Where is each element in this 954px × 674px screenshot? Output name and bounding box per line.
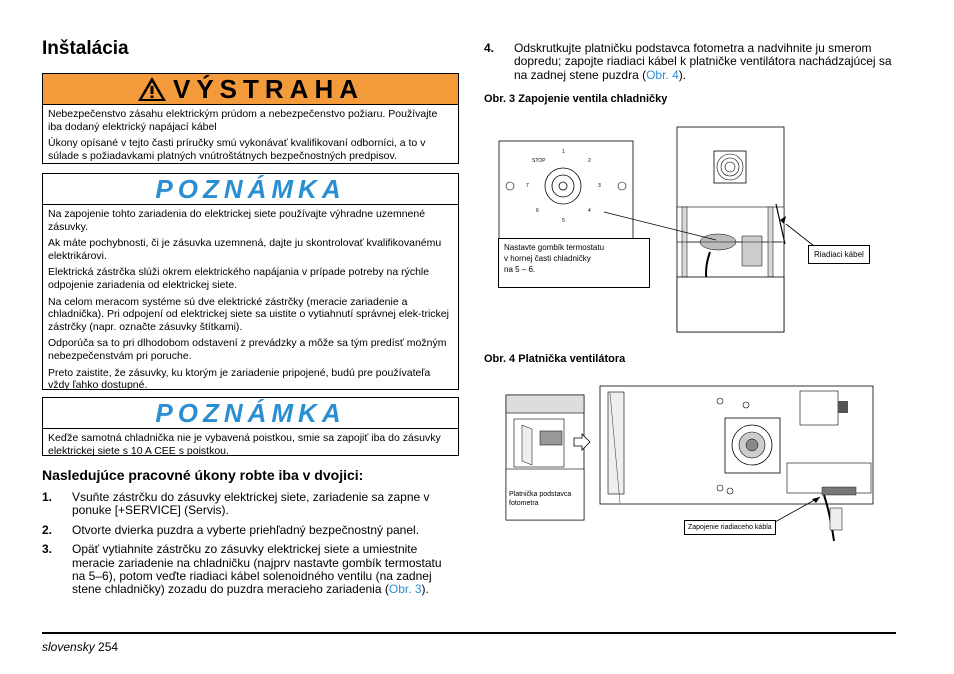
- fig3-caption: Obr. 3 Zapojenie ventila chladničky: [484, 93, 668, 105]
- thermostat-label: Nastavte gombík termostatu v hornej časti chladničky na 5 – 6.: [498, 238, 650, 288]
- footer-divider: [42, 632, 896, 634]
- fig3-link[interactable]: Obr. 3: [388, 582, 422, 597]
- fig3-illustration: [496, 124, 886, 336]
- page-number: 254: [98, 640, 119, 654]
- svg-text:3: 3: [598, 183, 601, 189]
- note-box-1: [42, 173, 459, 390]
- warning-paragraph: Úkony opísané v tejto časti príručky smú vykonávať kvalifikovaní odborníci, a to v súlade s požiadavkami platných vnútroštátnych bezpečnostných predpisov.: [48, 137, 426, 162]
- note-paragraph: Elektrická zástrčka slúži okrem elektrického napájania v prípade potreby na rýchle odpojenie zariadenia od elektrickej siete.: [48, 266, 430, 291]
- steps-list-left: [42, 491, 457, 603]
- note-paragraph: Keďže samotná chladnička nie je vybavená poistkou, smie sa zapojiť iba do zásuvky elektrickej siete s 10 A CEE s poistkou.: [48, 432, 441, 457]
- connection-label: Zapojenie riadiaceho kábla: [684, 520, 776, 535]
- note-title: POZNÁMKA: [155, 173, 346, 204]
- svg-text:5: 5: [562, 218, 565, 224]
- note-paragraph: Odporúča sa to pri dlhodobom odstavení z prevádzky a môže sa tým predísť možným nebezpečenstvám pri poruche.: [48, 337, 447, 362]
- note-title: POZNÁMKA: [155, 397, 346, 428]
- steps-heading: Nasledujúce pracovné úkony robte iba v dvojici:: [42, 467, 364, 483]
- note-paragraph: Ak máte pochybnosti, či je zásuvka uzemnená, dajte ju skontrolovať kvalifikovanému elektrikárovi.: [48, 237, 442, 262]
- note-paragraph: Na celom meracom systéme sú dve elektrické zástrčky (meracie zariadenie a chladnička). Pri odpojení od elektrickej siete sa uistite o vytiahnutí správnej elek-trickej zástrčky (napr. označte zásuvky štítkami).: [48, 295, 449, 333]
- fig4-caption: Obr. 4 Platnička ventilátora: [484, 353, 626, 365]
- warning-box: [42, 73, 459, 164]
- svg-text:1: 1: [562, 149, 565, 155]
- control-cable-label: Riadiaci kábel: [808, 245, 870, 264]
- footer-language: slovensky: [42, 640, 95, 654]
- plate-label: Platnička podstavca fotometra: [509, 491, 572, 507]
- section-title: Inštalácia: [42, 38, 129, 59]
- step-item: 1. Vsuňte zástrčku do zásuvky elektrickej siete, zariadenie sa zapne v ponuke [+SERVICE] (Servis).: [42, 490, 430, 518]
- warning-triangle-icon: [137, 76, 167, 102]
- page-footer: [42, 640, 118, 654]
- step-item: 3. Opäť vytiahnite zástrčku zo zásuvky elektrickej siete a umiestnite meracie zariadenie na chladničku (najprv nastavte gombík termostatu na 5–6), potom veďte riadiaci kábel solenoidného ventilu (na zadnej stene chladničky) zozadu do puzdra meracieho zariadenia (Obr. 3).: [42, 542, 442, 597]
- note-paragraph: Na zapojenie tohto zariadenia do elektrickej siete používajte výhradne uzemnené zásuvky.: [48, 208, 426, 233]
- svg-text:2: 2: [588, 158, 591, 164]
- fig4-link[interactable]: Obr. 4: [646, 67, 679, 82]
- dial-label: STOP: [532, 158, 546, 164]
- step-item: 2. Otvorte dvierka puzdra a vyberte priehľadný bezpečnostný panel.: [42, 522, 420, 537]
- step-item: 4. Odskrutkujte platničku podstavca fotometra a nadvihnite ju smerom dopredu; zapojte riadiaci kábel k platničke ventilátora nachádzajúcej sa na zadnej stene puzdra (Obr. 4).: [484, 41, 892, 82]
- warning-paragraph: Nebezpečenstvo zásahu elektrickým prúdom a nebezpečenstvo požiaru. Používajte iba dodaný elektrický napájací kábel: [48, 108, 438, 133]
- warning-header: [43, 74, 458, 105]
- note-header: [43, 398, 458, 429]
- note-header: [43, 174, 458, 205]
- svg-text:7: 7: [526, 183, 529, 189]
- note-box-2: [42, 397, 459, 456]
- svg-text:4: 4: [588, 208, 591, 214]
- warning-title: VÝSTRAHA: [172, 73, 364, 104]
- note-paragraph: Preto zaistite, že zásuvky, ku ktorým je zariadenie pripojené, budú pre používateľa vždy ľahko dostupné.: [48, 366, 431, 392]
- steps-list-right: [484, 42, 896, 88]
- svg-text:6: 6: [536, 208, 539, 214]
